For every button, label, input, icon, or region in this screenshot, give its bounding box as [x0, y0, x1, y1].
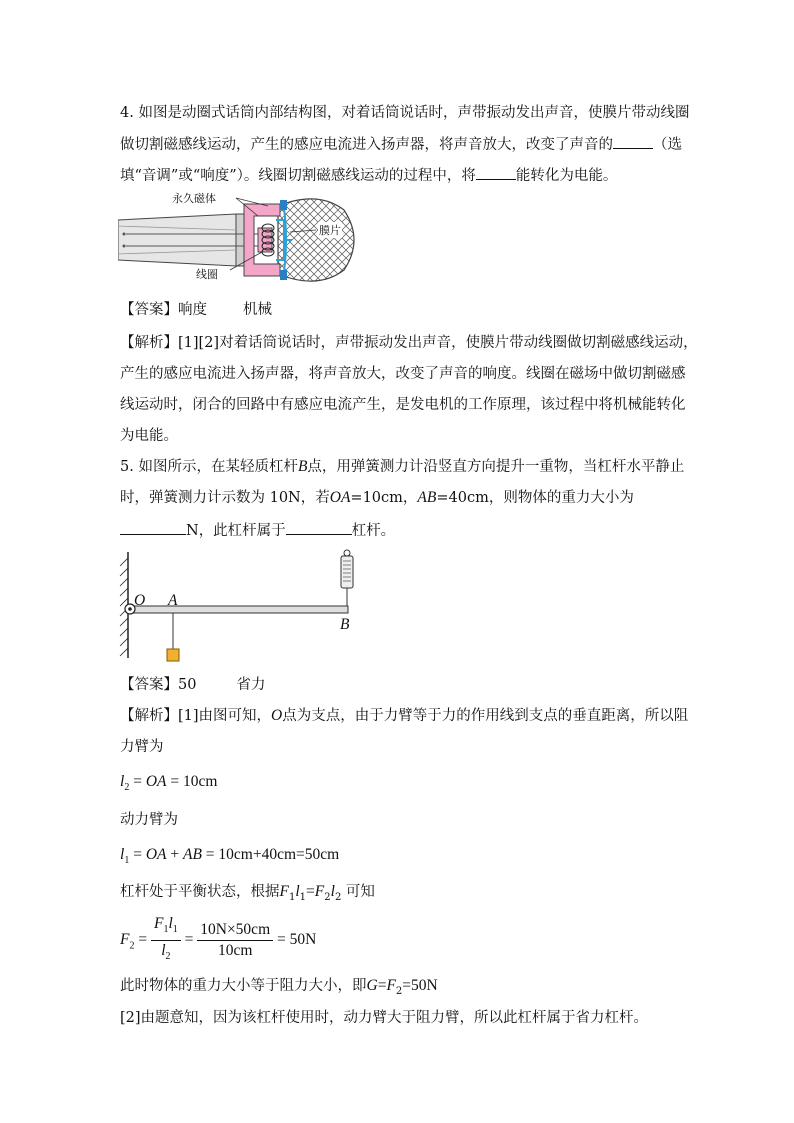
text-dynamic-arm: 动力臂为	[120, 812, 178, 828]
microphone-diagram	[118, 190, 368, 290]
label-B: B	[340, 616, 350, 633]
label-diaphragm: 膜片	[319, 224, 341, 237]
q4-stem-line2: 做切割磁感线运动，产生的感应电流进入扬声器，将声音放大，改变了声音的 （选	[120, 134, 682, 155]
q4-stem-line1: 4. 如图是动圈式话筒内部结构图，对着话筒说话时，声带振动发出声音，使膜片带动线圈	[120, 105, 690, 121]
fraction-numeric: $\frac{10N\times 50cm}{10cm}$	[197, 921, 273, 960]
q4-blank-1	[613, 134, 653, 149]
q5-answer: 【答案】50 省力	[120, 677, 266, 693]
q5-stem-line2: 时，弹簧测力计示数为 10N，若OA=10cm，AB=40cm，则物体的重力大小为	[120, 489, 634, 506]
q5-analysis-line1: 【解析】[1]由图可知，O点为支点，由于力臂等于力的作用线到支点的垂直距离，所以阻	[120, 707, 689, 724]
equation-force: $F_2$ = $\frac{F_1l_1}{l_2}$ = $\frac{10N\times 50cm}{10cm}$ = 50N	[120, 915, 316, 966]
equation-resistance-arm: $l_2$ = OA = 10cm	[120, 773, 218, 794]
q4-analysis-line1: 【解析】[1][2]对着话筒说话时，声带振动发出声音，使膜片带动线圈做切割磁感线运动，	[120, 335, 698, 351]
label-O: O	[134, 592, 146, 609]
q4-analysis-line3: 线运动时，闭合的回路中有感应电流产生，是发电机的工作原理，该过程中将机械能转化	[120, 397, 686, 413]
text-balance: 杠杆处于平衡状态，根据$F_1l_1=F_2l_2$ 可知	[120, 883, 375, 903]
q5-analysis-line2: 力臂为	[120, 739, 164, 755]
lever-diagram	[116, 548, 366, 668]
label-coil: 线圈	[196, 268, 218, 281]
equation-dynamic-arm: $l_1$ = OA + AB = 10cm+40cm=50cm	[120, 846, 340, 867]
q4-blank-2	[476, 165, 516, 180]
text-gravity: 此时物体的重力大小等于阻力大小，即$G=F_2=50N$	[120, 977, 438, 997]
q4-analysis-line4: 为电能。	[120, 428, 178, 444]
fraction-symbolic: $\frac{F_1l_1}{l_2}$	[151, 915, 181, 966]
label-A: A	[168, 592, 178, 609]
q4-analysis-line2: 产生的感应电流进入扬声器，将声音放大，改变了声音的响度。线圈在磁场中做切割磁感	[120, 366, 686, 382]
q4-answer: 【答案】响度 机械	[120, 302, 272, 318]
label-permanent-magnet: 永久磁体	[172, 192, 216, 205]
q4-stem-line3: 填“音调”或“响度”）。线圈切割磁感线运动的过程中，将 能转化为电能。	[120, 165, 617, 186]
q5-stem-line1: 5. 如图所示，在某轻质杠杆B点，用弹簧测力计沿竖直方向提升一重物，当杠杆水平静止	[120, 458, 685, 475]
q5-stem-line3: N，此杠杆属于 杠杆。	[120, 520, 395, 541]
q5-blank-1	[120, 520, 186, 535]
q5-blank-2	[286, 520, 352, 535]
q5-analysis-part2: [2]由题意知，因为该杠杆使用时，动力臂大于阻力臂，所以此杠杆属于省力杠杆。	[120, 1010, 649, 1026]
